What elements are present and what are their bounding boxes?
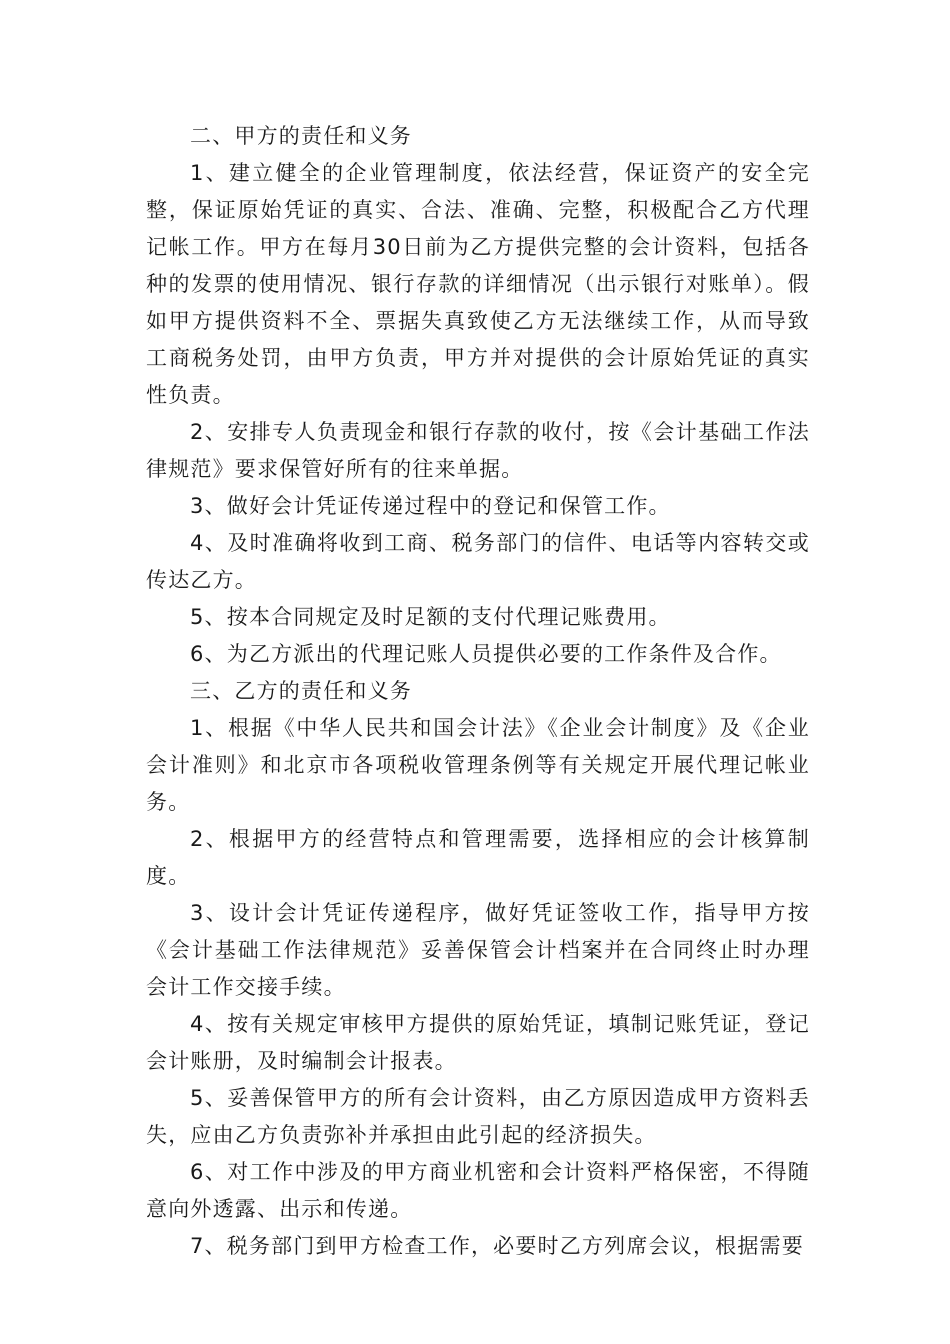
section-3-item-7: 7、税务部门到甲方检查工作，必要时乙方列席会议，根据需要 <box>190 1234 804 1258</box>
section-3-item-5: 5、妥善保管甲方的所有会计资料，由乙方原因造成甲方资料丢失，应由乙方负责弥补并承担由此引起的经济损失。 <box>146 1086 810 1147</box>
document-page <box>146 118 810 1265</box>
section-2-item-5: 5、按本合同规定及时足额的支付代理记账费用。 <box>190 605 671 629</box>
section-2-item-4: 4、及时准确将收到工商、税务部门的信件、电话等内容转交或传达乙方。 <box>146 531 810 592</box>
section-2-item-2: 2、安排专人负责现金和银行存款的收付，按《会计基础工作法律规范》要求保管好所有的往来单据。 <box>146 420 810 481</box>
section-2-item-1: 1、建立健全的企业管理制度，依法经营，保证资产的安全完整，保证原始凭证的真实、合法、准确、完整，积极配合乙方代理记帐工作。甲方在每月30日前为乙方提供完整的会计资料，包括各种的发票的使用情况、银行存款的详细情况（出示银行对账单）。假如甲方提供资料不全、票据失真致使乙方无法继续工作，从而导致工商税务处罚，由甲方负责，甲方并对提供的会计原始凭证的真实性负责。 <box>146 161 810 407</box>
section-2-heading: 二、甲方的责任和义务 <box>190 124 412 148</box>
section-3-item-1: 1、根据《中华人民共和国会计法》《企业会计制度》及《企业会计准则》和北京市各项税收管理条例等有关规定开展代理记帐业务。 <box>146 716 810 814</box>
section-3-item-6: 6、对工作中涉及的甲方商业机密和会计资料严格保密，不得随意向外透露、出示和传递。 <box>146 1160 810 1221</box>
section-3-heading: 三、乙方的责任和义务 <box>190 679 412 703</box>
section-2-item-3: 3、做好会计凭证传递过程中的登记和保管工作。 <box>190 494 671 518</box>
section-3-item-4: 4、按有关规定审核甲方提供的原始凭证，填制记账凭证，登记会计账册，及时编制会计报表。 <box>146 1012 810 1073</box>
section-3-item-2: 2、根据甲方的经营特点和管理需要，选择相应的会计核算制度。 <box>146 827 810 888</box>
section-2-item-6: 6、为乙方派出的代理记账人员提供必要的工作条件及合作。 <box>190 642 782 666</box>
section-3-item-3: 3、设计会计凭证传递程序，做好凭证签收工作，指导甲方按《会计基础工作法律规范》妥善保管会计档案并在合同终止时办理会计工作交接手续。 <box>146 901 810 999</box>
